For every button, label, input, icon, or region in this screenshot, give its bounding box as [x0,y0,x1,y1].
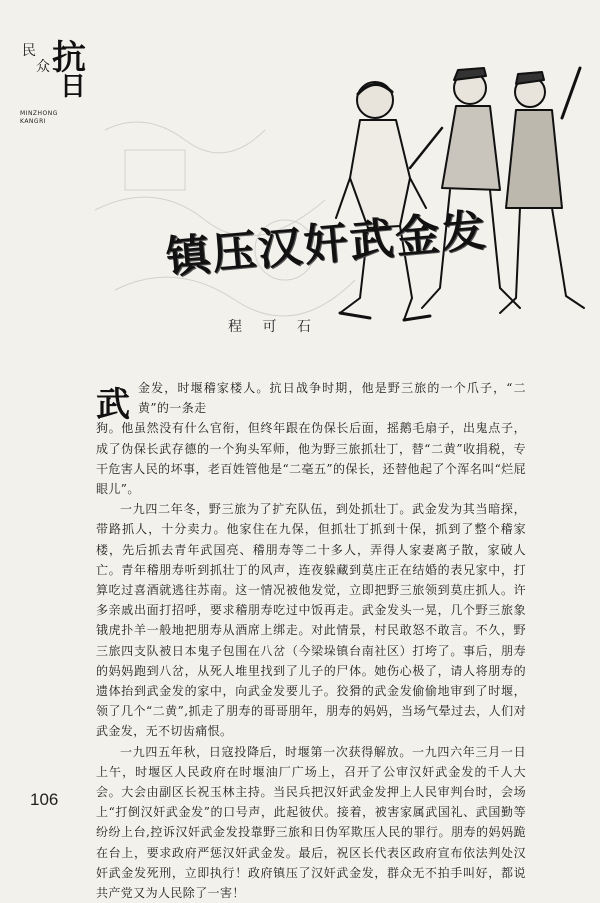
logo-char-4: 日 [60,72,87,102]
magazine-logo [14,22,94,125]
article-body [96,378,526,903]
logo-char-1: 民 [22,43,36,59]
article-author: 程 可 石 [228,319,319,335]
logo-pinyin-2: KANGRI [20,118,47,125]
drop-cap: 武 [96,385,130,425]
article-title: 镇压汉奸武金发 [164,205,490,284]
logo-pinyin-1: MINZHONG [20,110,58,117]
paragraph-1 [96,378,526,499]
logo-char-2: 众 [36,59,50,75]
paragraph-1-first-line: 金发，时堰稽家楼人。抗日战争时期，他是野三旅的一个爪子，“二黄”的一条走 [138,381,526,416]
logo-char-3: 抗 [52,38,86,78]
paragraph-2: 一九四二年冬，野三旅为了扩充队伍，到处抓壮丁。武金发为其当暗探，带路抓人，十分卖力。他家住在九保，但抓壮丁抓到十保，抓到了整个稽家楼，先后抓去青年武国亮、稽朋寿等二十多人，弄得人家妻离子散，家破人亡。青年稽朋寿听到抓壮丁的风声，连夜躲藏到莫庄正在结婚的表兄家中，打算吃过喜酒就逃往苏南。这一情况被他发觉，立即把野三旅领到莫庄抓人。许多亲戚出面打招呼，要求稽朋寿吃过中饭再走。武金发头一晃，几个野三旅象锇虎扑羊一般地把朋寿从酒席上绑走。对此情景，村民敢怒不敢言。不久，野三旅四支队被日本鬼子包围在八岔（今梁垛镇台南社区）打垮了。事后，朋寿的妈妈跑到八岔，从死人堆里找到了儿子的尸体。她伤心极了，请人将朋寿的遗体抬到武金发的家中，向武金发要儿子。狡猾的武金发偷偷地审到了时堰，领了几个“二黄”,抓走了朋寿的哥哥朋年，朋寿的妈妈，当场气晕过去，人们对武金发，无不切齿痛恨。 [96,502,526,739]
paragraph-3: 一九四五年秋，日寇投降后，时堰第一次获得解放。一九四六年三月一日上午，时堰区人民政府在时堰油厂广场上，召开了公审汉奸武金发的千人大会。大会由副区长祝玉林主持。当民兵把汉奸武金发押上人民审判台时，会场上“打倒汉奸武金发”的口号声，此起彼伏。接着，被害家属武国礼、武国勤等纷纷上台,控诉汉奸武金发投靠野三旅和日伪军欺压人民的罪行。朋寿的妈妈跪在台上，要求政府严惩汉奸武金发。最后，祝区长代表区政府宣布依法判处汉奸武金发死刑，立即执行！政府镇压了汉奸武金发，群众无不拍手叫好，都说共产党又为人民除了一害！ [96,744,526,901]
page-number: 106 [30,790,59,809]
paragraph-1-rest: 狗。他虽然没有什么官衔，但终年跟在伪保长后面，摇鹅毛扇子，出鬼点子，成了伪保长武存德的一个狗头军师，他为野三旅抓壮丁，替“二黄”收捐税，专干危害人民的坏事，老百姓管他是“二毫五”的保长，还替他起了个浑名叫“烂屁眼儿”。 [96,421,526,497]
